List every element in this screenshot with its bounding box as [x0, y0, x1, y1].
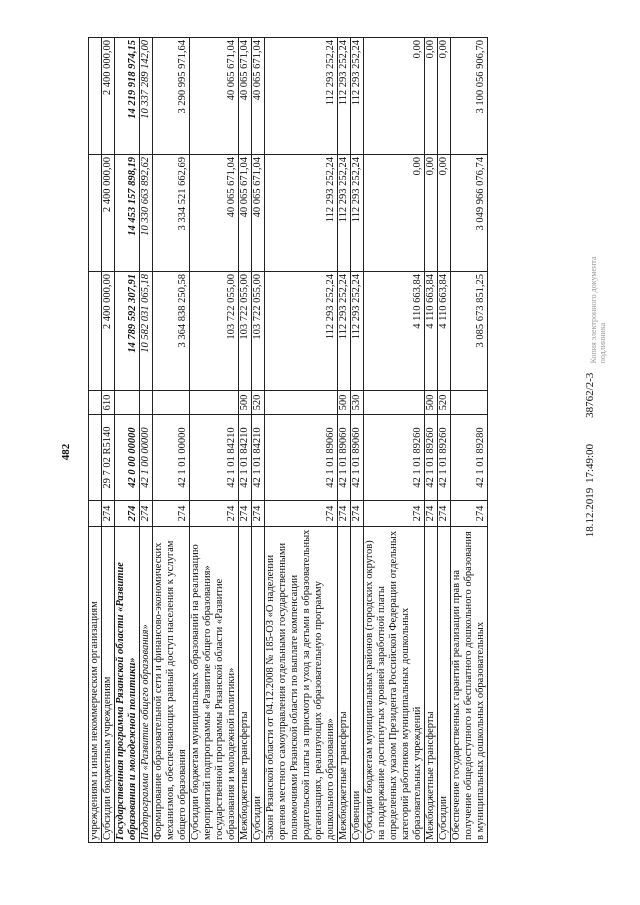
- row-value-1: 3 364 838 250,58: [153, 272, 190, 391]
- budget-table: [88, 37, 488, 843]
- row-kcsr: 42 1 01 89060: [351, 415, 364, 501]
- row-value-2: 0,00: [425, 155, 438, 272]
- page-number: 482: [60, 443, 72, 461]
- row-code: 274: [364, 501, 425, 527]
- row-kcsr: 29 7 02 R5140: [102, 415, 115, 501]
- row-kvr: [89, 391, 102, 415]
- table-row: [351, 38, 364, 843]
- row-code: 274: [102, 501, 115, 527]
- row-value-2: 40 065 671,04: [252, 155, 265, 272]
- row-code: 274: [115, 501, 140, 527]
- table-row: [265, 38, 338, 843]
- row-value-2: 3 334 521 662,69: [153, 155, 190, 272]
- table-row: [438, 38, 451, 843]
- document-stamp: [589, 257, 607, 364]
- budget-table-sheet: [88, 38, 568, 843]
- row-name: Межбюджетные трансферты: [338, 527, 351, 843]
- row-value-3: 3 290 995 971,64: [153, 38, 190, 155]
- row-kvr: [140, 391, 153, 415]
- row-value-1: 112 293 252,24: [338, 272, 351, 391]
- row-value-2: 14 453 157 898,19: [115, 155, 140, 272]
- row-value-1: 103 722 055,00: [239, 272, 252, 391]
- row-value-2: 10 330 663 892,62: [140, 155, 153, 272]
- stamp-line-2: подлинника: [598, 322, 607, 364]
- row-kcsr: 42 1 01 89280: [451, 415, 488, 501]
- row-value-1: 2 400 000,00: [102, 272, 115, 391]
- row-code: 274: [351, 501, 364, 527]
- row-name: Субвенции: [351, 527, 364, 843]
- row-code: 274: [239, 501, 252, 527]
- row-name: Обеспечение государственных гарантий реализации прав на получение общедоступного и бесплатного дошкольного образования в муниципальных дошкольных образовательных: [451, 527, 488, 843]
- row-code: 274: [153, 501, 190, 527]
- row-kcsr: 42 1 01 89060: [265, 415, 338, 501]
- row-code: 274: [338, 501, 351, 527]
- table-row: [364, 38, 425, 843]
- row-code: 274: [252, 501, 265, 527]
- row-kvr: [115, 391, 140, 415]
- row-value-1: 4 110 663,84: [438, 272, 451, 391]
- row-kvr: [364, 391, 425, 415]
- row-value-3: 3 100 056 906,70: [451, 38, 488, 155]
- row-kvr: [265, 391, 338, 415]
- row-kvr: [153, 391, 190, 415]
- table-row: [153, 38, 190, 843]
- row-code: 274: [140, 501, 153, 527]
- row-value-1: 10 582 031 065,18: [140, 272, 153, 391]
- row-value-2: [89, 155, 102, 272]
- row-name: Субсидии: [252, 527, 265, 843]
- row-code: 274: [265, 501, 338, 527]
- row-code: 274: [451, 501, 488, 527]
- footer-code: 38762/2-3: [584, 372, 596, 418]
- row-code: 274: [425, 501, 438, 527]
- row-value-3: 0,00: [364, 38, 425, 155]
- row-value-2: 3 049 966 076,74: [451, 155, 488, 272]
- row-kvr: [190, 391, 239, 415]
- row-value-3: [89, 38, 102, 155]
- row-value-3: 10 337 289 142,00: [140, 38, 153, 155]
- stamp-line-1: Копия электронного документа: [589, 256, 598, 364]
- row-kcsr: 42 1 01 00000: [153, 415, 190, 501]
- row-value-3: 112 293 252,24: [351, 38, 364, 155]
- row-code: 274: [438, 501, 451, 527]
- footer-datetime: 18.12.2019 17:49:00: [584, 443, 596, 538]
- row-name: Формирование образовательной сети и финансово-экономических механизмов, обеспечивающих равный доступ населения к услугам общего образования: [153, 527, 190, 843]
- row-value-3: 0,00: [425, 38, 438, 155]
- row-kvr: 520: [438, 391, 451, 415]
- row-kcsr: 42 1 01 89060: [338, 415, 351, 501]
- row-kvr: 530: [351, 391, 364, 415]
- row-code: 274: [190, 501, 239, 527]
- row-value-1: 14 789 592 307,91: [115, 272, 140, 391]
- row-value-2: 112 293 252,24: [338, 155, 351, 272]
- row-value-3: 40 065 671,04: [190, 38, 239, 155]
- row-name: Подпрограмма «Развитие общего образования»: [140, 527, 153, 843]
- row-kcsr: 42 1 01 84210: [239, 415, 252, 501]
- row-value-2: 40 065 671,04: [239, 155, 252, 272]
- row-kcsr: 42 1 01 84210: [190, 415, 239, 501]
- row-value-2: 112 293 252,24: [265, 155, 338, 272]
- row-value-3: 0,00: [438, 38, 451, 155]
- row-value-1: 4 110 663,84: [364, 272, 425, 391]
- table-row: [451, 38, 488, 843]
- row-code: [89, 501, 102, 527]
- table-row: [252, 38, 265, 843]
- row-kvr: 520: [252, 391, 265, 415]
- row-kcsr: 42 1 01 89260: [438, 415, 451, 501]
- row-value-1: 103 722 055,00: [252, 272, 265, 391]
- table-row: [89, 38, 102, 843]
- row-kcsr: [89, 415, 102, 501]
- row-value-2: 40 065 671,04: [190, 155, 239, 272]
- row-value-3: 2 400 000,00: [102, 38, 115, 155]
- row-value-3: 40 065 671,04: [252, 38, 265, 155]
- row-name: Закон Рязанской области от 04.12.2008 № 185-ОЗ «О наделении органов местного самоуправления отдельными государственными полномочиями Рязанской области по выплате компенсации родительской платы за присмотр и уход за детьми в образовательных организациях, реализующих образовательную программу дошкольного образования»: [265, 527, 338, 843]
- row-value-1: 4 110 663,84: [425, 272, 438, 391]
- row-name: Субсидии бюджетам муниципальных образований на реализацию мероприятий подпрограммы «Развитие общего образования» государственной программы Рязанской области «Развитие образования и молодежной политики»: [190, 527, 239, 843]
- table-row: [338, 38, 351, 843]
- row-value-1: 112 293 252,24: [351, 272, 364, 391]
- row-value-1: 103 722 055,00: [190, 272, 239, 391]
- row-value-2: 112 293 252,24: [351, 155, 364, 272]
- row-kvr: 500: [425, 391, 438, 415]
- row-kcsr: 42 0 00 00000: [115, 415, 140, 501]
- footer: [584, 373, 596, 538]
- row-value-1: 3 085 673 851,25: [451, 272, 488, 391]
- table-row: [115, 38, 140, 843]
- row-name: Межбюджетные трансферты: [425, 527, 438, 843]
- row-kvr: 610: [102, 391, 115, 415]
- table-body: [89, 38, 488, 843]
- row-value-1: [89, 272, 102, 391]
- row-kcsr: 42 1 00 00000: [140, 415, 153, 501]
- row-value-3: 40 065 671,04: [239, 38, 252, 155]
- row-name: Субсидии бюджетным учреждениям: [102, 527, 115, 843]
- row-kvr: 500: [239, 391, 252, 415]
- row-kvr: 500: [338, 391, 351, 415]
- row-kcsr: 42 1 01 84210: [252, 415, 265, 501]
- row-value-2: 0,00: [438, 155, 451, 272]
- row-name: учреждениям и иным некоммерческим организациям: [89, 527, 102, 843]
- table-row: [239, 38, 252, 843]
- row-kcsr: 42 1 01 89260: [364, 415, 425, 501]
- row-value-3: 112 293 252,24: [265, 38, 338, 155]
- row-name: Межбюджетные трансферты: [239, 527, 252, 843]
- table-row: [140, 38, 153, 843]
- row-name: Субсидии бюджетам муниципальных районов (городских округов) на поддержание достигнутых уровней заработной платы определенных указом Президента Российской Федерации отдельных категорий работников муниципальных дошкольных образовательных учреждений: [364, 527, 425, 843]
- row-value-2: 2 400 000,00: [102, 155, 115, 272]
- table-row: [102, 38, 115, 843]
- row-name: Государственная программа Рязанской области «Развитие образования и молодежной политики»: [115, 527, 140, 843]
- row-value-1: 112 293 252,24: [265, 272, 338, 391]
- row-kvr: [451, 391, 488, 415]
- table-row: [425, 38, 438, 843]
- table-row: [190, 38, 239, 843]
- row-value-3: 14 219 918 974,15: [115, 38, 140, 155]
- row-value-3: 112 293 252,24: [338, 38, 351, 155]
- row-kcsr: 42 1 01 89260: [425, 415, 438, 501]
- row-value-2: 0,00: [364, 155, 425, 272]
- row-name: Субсидии: [438, 527, 451, 843]
